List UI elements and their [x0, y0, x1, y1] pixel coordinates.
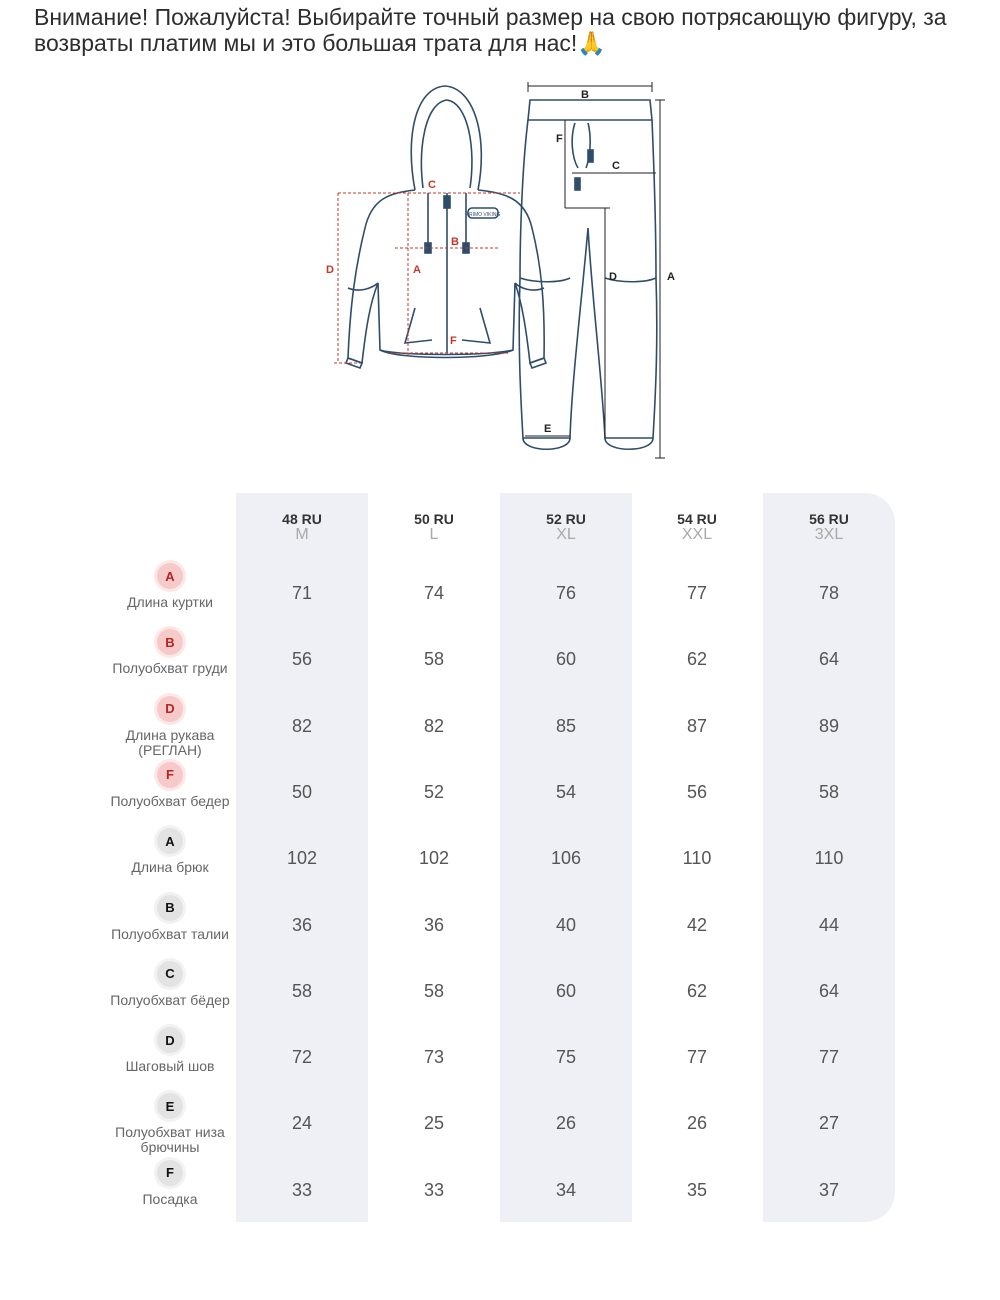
measurement-badge: D	[157, 696, 183, 722]
table-cell: 56	[291, 649, 313, 670]
table-cell: 36	[423, 914, 445, 935]
pants-measurements	[525, 82, 665, 458]
table-cell: 52	[423, 781, 445, 802]
measurement-label: Длина рукава (РЕГЛАН)	[125, 727, 215, 758]
table-cell: 37	[818, 1179, 840, 1200]
table-cell: 110	[682, 848, 712, 869]
measurement-badge: B	[157, 629, 183, 655]
jacket-label-b: B	[451, 236, 459, 248]
pants-label-f: F	[556, 133, 563, 145]
table-cell: 58	[818, 781, 840, 802]
table-cell: 64	[818, 649, 840, 670]
table-cell: 54	[555, 781, 577, 802]
table-cell: 85	[555, 715, 577, 736]
row-label	[100, 1160, 240, 1222]
size-table	[100, 493, 900, 1223]
table-cell: 62	[686, 649, 708, 670]
row-label	[100, 1027, 240, 1089]
measurement-label: Полуобхват талии	[111, 926, 229, 942]
table-cell: 24	[291, 1113, 313, 1134]
pants-label-e: E	[544, 423, 552, 435]
row-label	[100, 828, 240, 890]
table-cell: 77	[686, 1047, 708, 1068]
table-cell: 64	[818, 980, 840, 1001]
size-diagram	[320, 78, 700, 468]
measurement-label: Полуобхват бедер	[110, 793, 230, 809]
table-cell: 74	[423, 583, 445, 603]
table-cell: 72	[291, 1047, 313, 1068]
notice-text: Внимание! Пожалуйста! Выбирайте точный размер на свою потрясающую фигуру, за возвраты платим мы и это большая трата для нас!🙏	[34, 4, 947, 56]
pants-label-c: C	[612, 160, 620, 172]
table-cell: 87	[686, 715, 708, 736]
table-cell: 106	[550, 848, 582, 869]
measurement-label: Длина куртки	[127, 595, 213, 610]
pants-label-d: D	[609, 271, 617, 283]
table-cell: 73	[423, 1047, 445, 1068]
table-cell: 33	[423, 1179, 445, 1200]
measurement-badge: B	[157, 895, 183, 921]
table-cell: 71	[291, 583, 313, 603]
table-cell: 34	[555, 1179, 577, 1200]
jacket-label-d: D	[326, 264, 334, 276]
pants-label-a: A	[667, 271, 675, 283]
table-cell: 58	[423, 980, 445, 1001]
jacket-label-a: A	[413, 264, 421, 276]
jacket-label-c: C	[428, 179, 436, 191]
measurement-badge: D	[157, 1027, 183, 1053]
table-cell: 77	[818, 1047, 840, 1068]
row-label	[100, 629, 240, 691]
measurement-label: Полуобхват груди	[112, 661, 228, 677]
jacket-outline	[346, 86, 546, 368]
table-cell: 26	[555, 1113, 577, 1134]
table-cell: 40	[555, 914, 577, 935]
size-header: 50 RU L	[414, 511, 454, 543]
table-cell: 36	[291, 914, 313, 935]
logo-text: PRIMO VIKING	[465, 212, 501, 218]
size-header: 48 RU M	[282, 511, 322, 543]
measurement-badge: A	[157, 563, 183, 589]
row-label	[100, 696, 240, 758]
measurement-label: Посадка	[142, 1191, 198, 1207]
size-header: 54 RU XXL	[677, 511, 717, 543]
table-cell: 102	[418, 848, 450, 869]
measurement-label: Длина брюк	[131, 860, 209, 876]
row-label	[100, 762, 240, 824]
size-header: 52 RU XL	[546, 511, 586, 543]
table-cell: 58	[423, 649, 445, 670]
measurement-label: Шаговый шов	[125, 1059, 215, 1075]
table-cell: 77	[686, 583, 708, 603]
table-cell: 62	[686, 980, 708, 1001]
table-cell: 58	[291, 980, 313, 1001]
table-cell: 110	[814, 848, 844, 869]
table-cell: 102	[286, 848, 318, 869]
measurement-badge: E	[157, 1093, 183, 1119]
table-cell: 82	[291, 715, 313, 736]
row-label	[100, 895, 240, 957]
measurement-label: Полуобхват бёдер	[110, 992, 230, 1008]
measurement-badge: C	[157, 961, 183, 987]
table-cell: 60	[555, 980, 577, 1001]
table-cell: 33	[291, 1179, 313, 1200]
measurement-label: Полуобхват низа брючины	[115, 1125, 225, 1156]
table-cell: 56	[686, 781, 708, 802]
table-cell: 76	[555, 583, 577, 603]
row-label	[100, 961, 240, 1023]
measurement-badge: F	[157, 1160, 183, 1186]
table-cell: 75	[555, 1047, 577, 1068]
pants-label-b: B	[581, 89, 589, 101]
measurement-badge: F	[157, 762, 183, 788]
table-cell: 50	[291, 781, 313, 802]
table-cell: 42	[686, 914, 708, 935]
size-header: 56 RU 3XL	[809, 511, 849, 543]
jacket-label-f: F	[450, 335, 457, 347]
table-cell: 27	[818, 1113, 840, 1134]
table-cell: 35	[686, 1179, 708, 1200]
table-cell: 89	[818, 715, 840, 736]
table-cell: 25	[423, 1113, 445, 1134]
table-cell: 26	[686, 1113, 708, 1134]
row-label	[100, 1093, 240, 1155]
table-cell: 44	[818, 914, 840, 935]
row-label	[100, 563, 240, 625]
table-cell: 60	[555, 649, 577, 670]
measurement-badge: A	[157, 828, 183, 854]
table-cell: 78	[818, 583, 840, 603]
table-cell: 82	[423, 715, 445, 736]
